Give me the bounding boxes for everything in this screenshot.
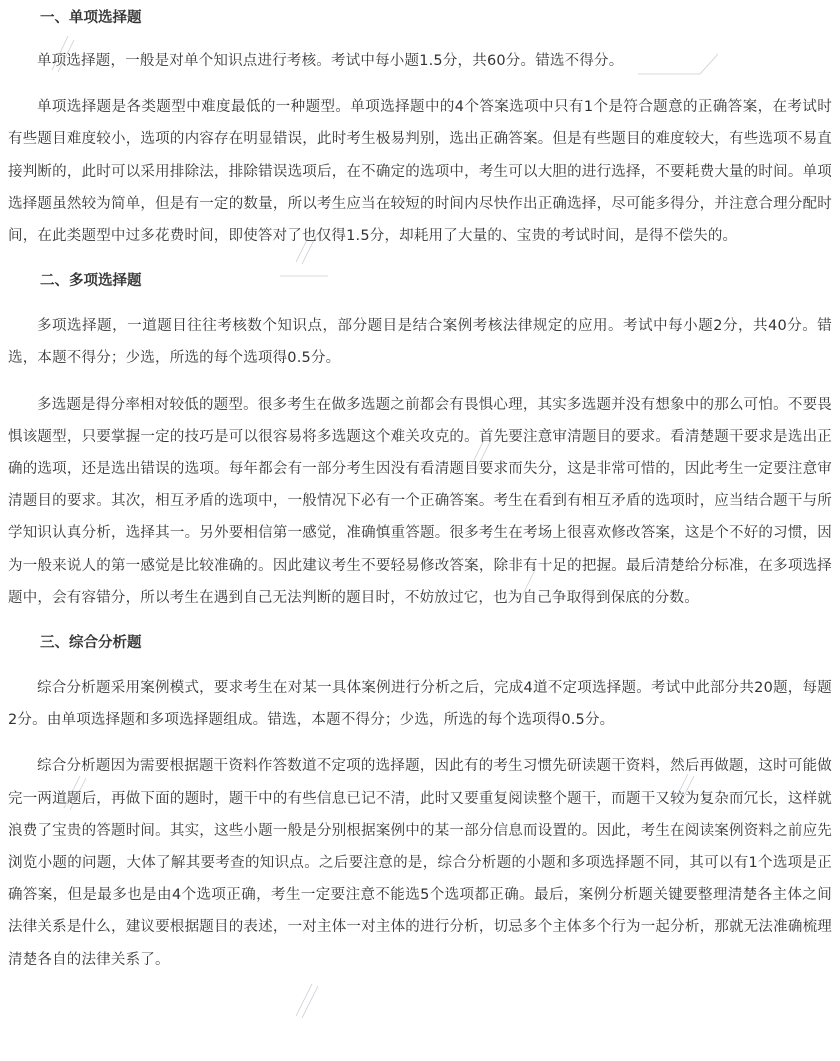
paragraph-comprehensive-tips: 综合分析题因为需要根据题干资料作答数道不定项的选择题，因此有的考生习惯先研读题干资料，然后再做题，这时可能做完一两道题后，再做下面的题时，题干中的有些信息已记不清，此时又要重复阅读整个题干，而题干又较为复杂而冗长，这样就浪费了宝贵的答题时间。其实，这些小题一般是分别根据案例中的某一部分信息而设置的。因此，考生在阅读案例资料之前应先浏览小题的问题，大体了解其要考查的知识点。之后要注意的是，综合分析题的小题和多项选择题不同，其可以有1个选项是正确答案，但是最多也是由4个选项正确，考生一定要注意不能选5个选项都正确。最后，案例分析题关键要整理清楚各主体之间法律关系是什么，建议要根据题目的表述，一对主体一对主体的进行分析，切忌多个主体多个行为一起分析，那就无法准确梳理清楚各自的法律关系了。 bbox=[8, 758, 832, 968]
paragraph-multiple-choice-tips: 多选题是得分率相对较低的题型。很多考生在做多选题之前都会有畏惧心理，其实多选题并没有想象中的那么可怕。不要畏惧该题型，只要掌握一定的技巧是可以很容易将多选题这个难关攻克的。首先要注意审清题目的要求。看清楚题干要求是选出正确的选项，还是选出错误的选项。每年都会有一部分考生因没有看清题目要求而失分，这是非常可惜的，因此考生一定要注意审清题目的要求。其次，相互矛盾的选项中，一般情况下必有一个正确答案。考生在看到有相互矛盾的选项时，应当结合题干与所学知识认真分析，选择其一。另外要相信第一感觉，准确慎重答题。很多考生在考场上很喜欢修改答案，这是个不好的习惯，因为一般来说人的第一感觉是比较准确的。因此建议考生不要轻易修改答案，除非有十足的把握。最后清楚给分标准，在多项选择题中，会有容错分，所以考生在遇到自己无法判断的题目时，不妨放过它，也为自己争取得到保底的分数。 bbox=[8, 396, 832, 606]
section-heading-single-choice: 一、单项选择题 bbox=[40, 10, 142, 26]
section-heading-comprehensive-analysis: 三、综合分析题 bbox=[40, 635, 142, 652]
paragraph-single-choice-intro: 单项选择题，一般是对单个知识点进行考核。考试中每小题1.5分，共60分。错选不得分。 bbox=[37, 53, 624, 69]
paragraph-single-choice-tips: 单项选择题是各类题型中难度最低的一种题型。单项选择题中的4个答案选项中只有1个是符合题意的正确答案，在考试时有些题目难度较小，选项的内容存在明显错误，此时考生极易判别，选出正确答案。但是有些题目的难度较大，有些选项不易直接判断的，此时可以采用排除法，排除错误选项后，在不确定的选项中，考生可以大胆的进行选择，不要耗费大量的时间。单项选择题虽然较为简单，但是有一定的数量，所以考生应当在较短的时间内尽快作出正确选择，尽可能多得分，并注意合理分配时间，在此类题型中过多花费时间，即使答对了也仅得1.5分，却耗用了大量的、宝贵的考试时间，是得不偿失的。 bbox=[8, 99, 832, 245]
paragraph-multiple-choice-intro: 多项选择题，一道题目往往考核数个知识点，部分题目是结合案例考核法律规定的应用。考试中每小题2分，共40分。错选，本题不得分；少选，所选的每个选项得0.5分。 bbox=[8, 318, 832, 367]
section-heading-multiple-choice: 二、多项选择题 bbox=[40, 273, 142, 290]
paragraph-comprehensive-intro: 综合分析题采用案例模式，要求考生在对某一具体案例进行分析之后，完成4道不定项选择题。考试中此部分共20题，每题2分。由单项选择题和多项选择题组成。错选，本题不得分；少选，所选的每个选项得0.5分。 bbox=[8, 680, 832, 729]
